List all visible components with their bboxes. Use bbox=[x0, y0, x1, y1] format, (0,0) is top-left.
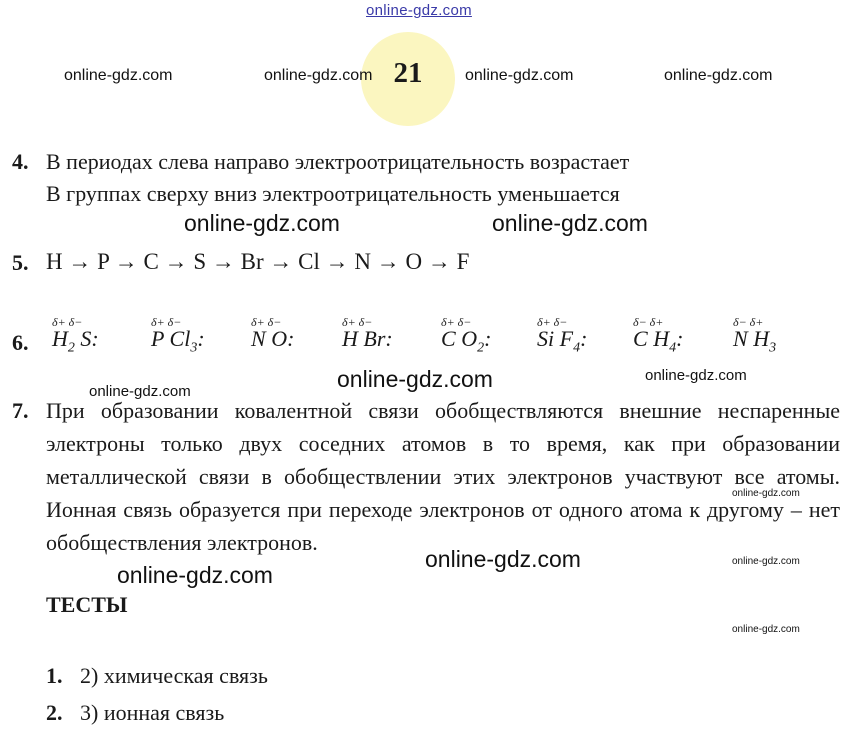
watermark: online-gdz.com bbox=[64, 67, 173, 84]
element: S bbox=[80, 326, 92, 351]
test-1-answer: 2) химическая связь bbox=[80, 663, 268, 688]
question-7-answer: При образовании ковалентной связи обобществляются внешние неспаренные электроны только двух соседних атомов в то время, как при образовании металлической связи в обобществлении этих электронов участвуют все атомы. Ионная связь образуется при переходе электронов от одного атома к другому – нет обобществления электронов. bbox=[46, 398, 840, 555]
charge-labels: δ− δ+ bbox=[633, 315, 664, 329]
subscript: 3 bbox=[769, 340, 777, 356]
charge-labels: δ+ δ− bbox=[342, 315, 373, 329]
formula-pcl3: δ+ δ− P $Cl_3$: bbox=[151, 315, 205, 356]
watermark: online-gdz.com bbox=[664, 67, 773, 84]
watermark-top: online-gdz.com bbox=[366, 2, 472, 19]
charge-labels: δ+ δ− bbox=[52, 315, 83, 329]
element: H bbox=[342, 326, 358, 351]
formula-no: δ+ δ− N O: bbox=[251, 315, 295, 351]
element: O bbox=[271, 326, 288, 351]
subscript: 2 bbox=[477, 340, 485, 356]
watermark: online-gdz.com bbox=[184, 210, 340, 236]
element: N bbox=[251, 326, 266, 351]
formula-ch4: δ− δ+ C $H_4$: bbox=[633, 315, 684, 356]
subscript: 2 bbox=[67, 340, 75, 356]
watermark-small: online-gdz.com bbox=[732, 624, 800, 635]
page-number: 21 bbox=[393, 57, 423, 89]
watermark: online-gdz.com bbox=[492, 210, 648, 236]
question-4-line-1: В периодах слева направо электроотрицательность возрастает bbox=[46, 149, 630, 174]
element: H bbox=[52, 326, 68, 351]
watermark: online-gdz.com bbox=[89, 383, 191, 400]
formula-h2s: δ+ δ− $H_2$ S: bbox=[52, 315, 99, 356]
watermark: online-gdz.com bbox=[117, 562, 273, 588]
element: C bbox=[441, 326, 456, 351]
charge-labels: δ− δ+ bbox=[733, 315, 764, 329]
subscript: 4 bbox=[669, 340, 677, 356]
element: Si bbox=[537, 326, 555, 351]
test-2-number: 2. bbox=[46, 700, 63, 725]
watermark-small: online-gdz.com bbox=[732, 556, 800, 567]
tests-heading: ТЕСТЫ bbox=[46, 592, 128, 617]
charge-labels: δ+ δ− bbox=[537, 315, 568, 329]
element: C bbox=[633, 326, 648, 351]
question-4-number: 4. bbox=[12, 149, 29, 174]
element: N bbox=[733, 326, 748, 351]
element: H bbox=[753, 326, 770, 351]
question-4-line-2: В группах сверху вниз электроотрицательность уменьшается bbox=[46, 181, 620, 206]
watermark-small: online-gdz.com bbox=[732, 488, 800, 499]
formula-nh3 bbox=[733, 316, 776, 359]
question-6-number: 6. bbox=[12, 330, 29, 355]
formula-hbr: δ+ δ− H Br: bbox=[342, 315, 393, 351]
charge-labels: δ+ δ− bbox=[251, 315, 282, 329]
subscript: 3 bbox=[190, 340, 198, 356]
watermark: online-gdz.com bbox=[425, 546, 581, 572]
test-2-answer: 3) ионная связь bbox=[80, 700, 225, 725]
charge-labels: δ+ δ− bbox=[441, 315, 472, 329]
watermark: online-gdz.com bbox=[645, 367, 747, 384]
element: Cl bbox=[169, 326, 191, 351]
subscript: 4 bbox=[573, 340, 581, 356]
watermark: online-gdz.com bbox=[264, 67, 373, 84]
watermark: online-gdz.com bbox=[337, 366, 493, 392]
charge-labels: δ+ δ− bbox=[151, 315, 182, 329]
element: P bbox=[151, 326, 165, 351]
element: F bbox=[559, 326, 574, 351]
element: H bbox=[653, 326, 670, 351]
element: Br bbox=[363, 326, 386, 351]
question-5-number: 5. bbox=[12, 250, 29, 275]
electronegativity-chain: H → P → C → S → Br → Cl → N → O → F bbox=[46, 249, 470, 274]
formula-co2: δ+ δ− C $O_2$: bbox=[441, 315, 492, 356]
watermark: online-gdz.com bbox=[465, 67, 574, 84]
element: O bbox=[461, 326, 478, 351]
question-7-number: 7. bbox=[12, 398, 29, 423]
formula-sif4: δ+ δ− Si $F_4$: bbox=[537, 315, 588, 356]
test-1-number: 1. bbox=[46, 663, 63, 688]
